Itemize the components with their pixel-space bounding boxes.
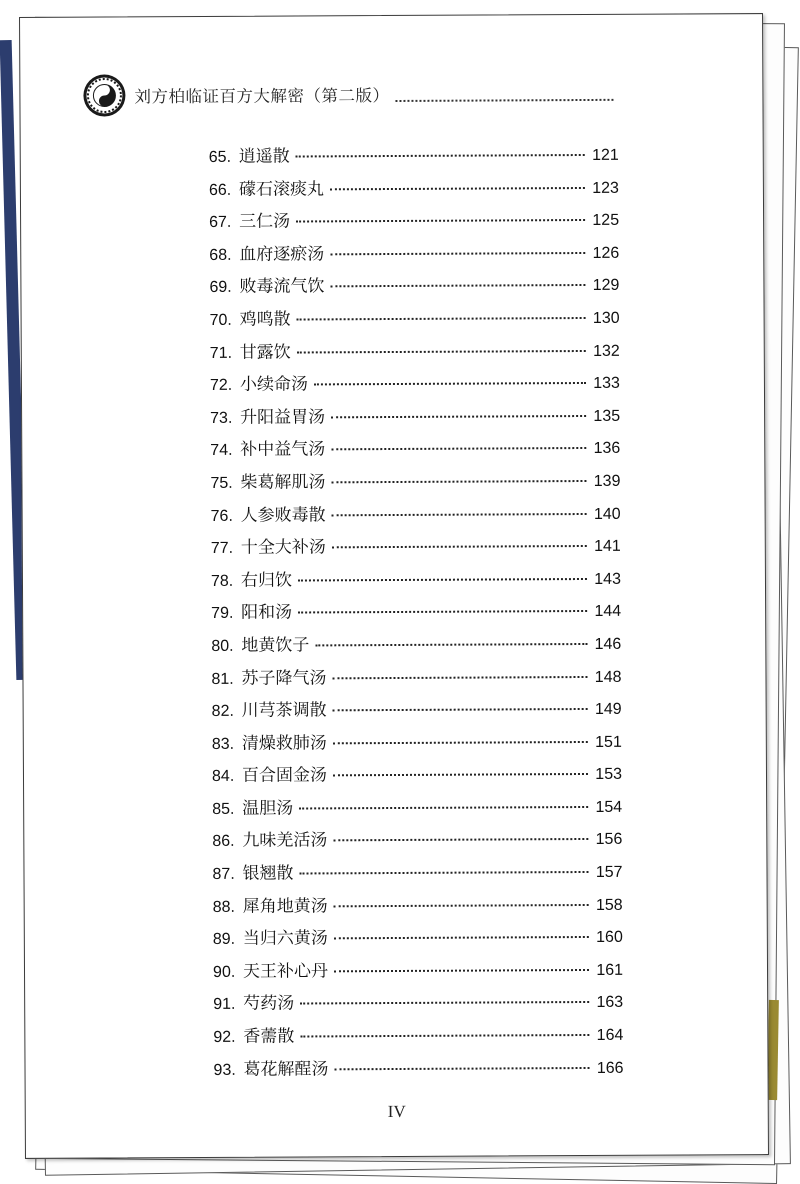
toc-entry-number: 78.: [210, 572, 234, 590]
toc-entry-title: 葛花解酲汤: [243, 1058, 329, 1080]
toc-entry-number: 75.: [210, 474, 233, 492]
toc-entry-number: 69.: [209, 279, 232, 297]
toc-dot-leader: [330, 283, 585, 287]
toc-entry-number: 86.: [212, 833, 235, 851]
toc-entry: [213, 889, 623, 924]
toc-entry-number: 74.: [210, 442, 233, 460]
toc-entry-number: 89.: [212, 931, 236, 949]
toc-entry-title: 三仁汤: [239, 211, 291, 232]
toc-dot-leader: [332, 674, 587, 678]
toc-entry-number: 84.: [211, 768, 235, 786]
toc-entry-title: 逍遥散: [238, 146, 290, 167]
toc-entry-page: 123: [592, 179, 619, 197]
toc-entry-page: 135: [593, 407, 621, 425]
toc-entry-number: 92.: [213, 1028, 236, 1046]
toc-entry-number: 66.: [208, 181, 232, 199]
toc-entry-title: 败毒流气饮: [239, 276, 325, 298]
book-edge-gold: [767, 1000, 779, 1100]
toc-entry: [213, 955, 623, 990]
toc-entry-number: 91.: [213, 996, 236, 1014]
table-of-contents: [209, 140, 624, 1087]
toc-entry: [210, 401, 620, 436]
toc-entry: [210, 303, 620, 338]
toc-entry: [210, 433, 620, 468]
toc-entry-title: 补中益气汤: [240, 439, 326, 461]
toc-entry-page: 129: [592, 277, 620, 295]
toc-entry-page: 151: [595, 733, 622, 751]
toc-entry: [209, 238, 619, 273]
toc-entry-number: 93.: [213, 1061, 236, 1079]
book-page: [19, 13, 769, 1159]
toc-entry-title: 右归饮: [240, 570, 293, 591]
toc-dot-leader: [334, 903, 589, 907]
toc-entry: [211, 498, 621, 533]
toc-entry-title: 鸡鸣散: [239, 309, 291, 330]
toc-entry-title: 十全大补汤: [240, 537, 326, 558]
toc-entry-page: 164: [596, 1026, 624, 1044]
toc-entry-page: 157: [595, 863, 623, 882]
toc-entry-title: 阳和汤: [241, 602, 293, 624]
toc-dot-leader: [334, 935, 589, 939]
toc-dot-leader: [299, 805, 588, 810]
toc-entry-page: 141: [594, 537, 621, 556]
toc-dot-leader: [333, 772, 588, 776]
toc-entry-number: 67.: [209, 214, 232, 232]
toc-entry: [210, 466, 620, 501]
toc-dot-leader: [333, 740, 588, 744]
toc-entry-number: 85.: [212, 800, 235, 818]
toc-dot-leader: [296, 153, 585, 158]
toc-dot-leader: [334, 968, 589, 972]
toc-entry-title: 当归六黄汤: [242, 928, 328, 950]
toc-dot-leader: [333, 837, 588, 841]
toc-entry: [211, 564, 621, 599]
toc-entry-number: 77.: [210, 539, 234, 558]
toc-dot-leader: [332, 544, 587, 548]
toc-entry-page: 156: [595, 831, 623, 849]
toc-dot-leader: [315, 642, 587, 646]
header-dot-leader: [395, 89, 613, 102]
toc-entry: [209, 205, 619, 240]
toc-dot-leader: [300, 1000, 589, 1005]
toc-entry-page: 158: [595, 896, 623, 914]
toc-entry-number: 82.: [211, 702, 234, 721]
toc-entry-page: 126: [592, 244, 620, 262]
toc-entry: [212, 857, 622, 892]
toc-entry: [210, 335, 620, 370]
toc-dot-leader: [331, 446, 586, 450]
toc-entry-title: 清燥救肺汤: [241, 733, 327, 754]
toc-entry: [211, 596, 621, 631]
toc-dot-leader: [298, 577, 587, 582]
toc-dot-leader: [296, 218, 585, 223]
toc-entry-number: 71.: [209, 344, 233, 362]
toc-entry-number: 68.: [209, 246, 232, 264]
toc-entry-number: 83.: [211, 735, 235, 753]
toc-entry-title: 九味羌活汤: [242, 830, 328, 852]
toc-entry-title: 银翘散: [242, 863, 294, 884]
toc-entry-page: 161: [596, 961, 624, 979]
toc-entry-title: 芍药汤: [243, 993, 295, 1015]
toc-entry: [209, 172, 619, 207]
toc-dot-leader: [330, 186, 585, 190]
toc-dot-leader: [298, 609, 587, 614]
toc-entry-page: 140: [593, 505, 621, 523]
toc-entry-page: 166: [596, 1059, 624, 1077]
toc-entry-number: 79.: [211, 605, 234, 623]
toc-entry-number: 88.: [212, 898, 235, 916]
toc-entry-title: 天王补心丹: [242, 961, 329, 982]
toc-entry: [213, 1020, 623, 1055]
toc-entry-page: 121: [592, 146, 619, 164]
toc-dot-leader: [330, 251, 585, 255]
toc-entry: [209, 270, 619, 305]
toc-entry-title: 温胆汤: [242, 798, 294, 819]
header-title-wrap: [134, 81, 613, 108]
toc-entry: [212, 792, 622, 827]
toc-entry-page: 133: [593, 374, 620, 393]
toc-entry-page: 153: [595, 766, 623, 784]
toc-entry-number: 81.: [211, 670, 234, 688]
toc-entry: [213, 987, 623, 1022]
toc-entry-title: 血府逐瘀汤: [239, 244, 325, 265]
toc-entry-title: 犀角地黄汤: [242, 896, 328, 917]
toc-dot-leader: [299, 870, 588, 875]
toc-dot-leader: [332, 512, 587, 516]
toc-dot-leader: [335, 1066, 590, 1070]
toc-entry-number: 80.: [211, 637, 234, 655]
toc-entry-title: 升阳益胃汤: [240, 407, 326, 428]
toc-entry: [212, 726, 622, 761]
toc-dot-leader: [333, 707, 588, 711]
toc-entry-title: 地黄饮子: [241, 635, 310, 656]
toc-entry-page: 130: [592, 309, 620, 327]
toc-entry-page: 139: [593, 472, 621, 490]
running-header: [82, 70, 613, 119]
toc-entry-page: 163: [596, 994, 624, 1012]
book-title: 刘方柏临证百方大解密（第二版）: [134, 86, 390, 107]
toc-entry-title: 川芎茶调散: [241, 700, 327, 721]
taiji-emblem-icon: [82, 73, 126, 117]
toc-entry: [212, 694, 622, 729]
toc-entry-number: 70.: [209, 311, 232, 329]
toc-entry-title: 甘露饮: [239, 342, 291, 363]
page-folio: IV: [387, 1101, 406, 1122]
toc-entry-title: 人参败毒散: [240, 504, 326, 526]
toc-entry-number: 76.: [210, 507, 233, 525]
toc-entry-title: 柴葛解肌汤: [240, 472, 326, 493]
toc-entry-page: 149: [594, 700, 622, 719]
toc-entry: [210, 368, 620, 403]
toc-entry: [213, 922, 623, 957]
toc-dot-leader: [314, 381, 586, 385]
toc-entry: [211, 629, 621, 664]
toc-entry-number: 87.: [212, 865, 235, 884]
toc-entry: [209, 140, 619, 175]
toc-entry-number: 65.: [208, 148, 232, 166]
toc-entry-number: 72.: [209, 377, 233, 395]
toc-entry: [211, 531, 621, 566]
toc-dot-leader: [331, 479, 586, 483]
toc-entry-title: 礞石滚痰丸: [238, 178, 324, 200]
toc-entry-page: 143: [594, 570, 622, 588]
toc-entry-title: 小续命汤: [239, 374, 308, 395]
toc-entry-title: 百合固金汤: [241, 765, 328, 787]
toc-entry-page: 136: [593, 440, 621, 458]
toc-entry-page: 146: [594, 635, 622, 653]
toc-entry: [212, 824, 622, 859]
toc-entry-page: 125: [592, 212, 620, 230]
toc-entry-page: 160: [596, 929, 623, 947]
toc-entry-page: 144: [594, 603, 622, 621]
toc-entry: [213, 1052, 623, 1087]
toc-entry-number: 73.: [210, 409, 233, 427]
toc-entry-title: 香薷散: [243, 1026, 295, 1047]
toc-dot-leader: [297, 349, 586, 354]
toc-dot-leader: [300, 1033, 589, 1038]
toc-entry-number: 90.: [212, 963, 236, 981]
toc-dot-leader: [297, 316, 586, 321]
toc-entry: [212, 759, 622, 794]
toc-entry: [211, 661, 621, 696]
toc-entry-page: 154: [595, 798, 623, 816]
toc-dot-leader: [331, 414, 586, 418]
toc-entry-title: 苏子降气汤: [241, 667, 327, 689]
toc-entry-page: 148: [594, 668, 622, 686]
toc-entry-page: 132: [593, 342, 620, 360]
